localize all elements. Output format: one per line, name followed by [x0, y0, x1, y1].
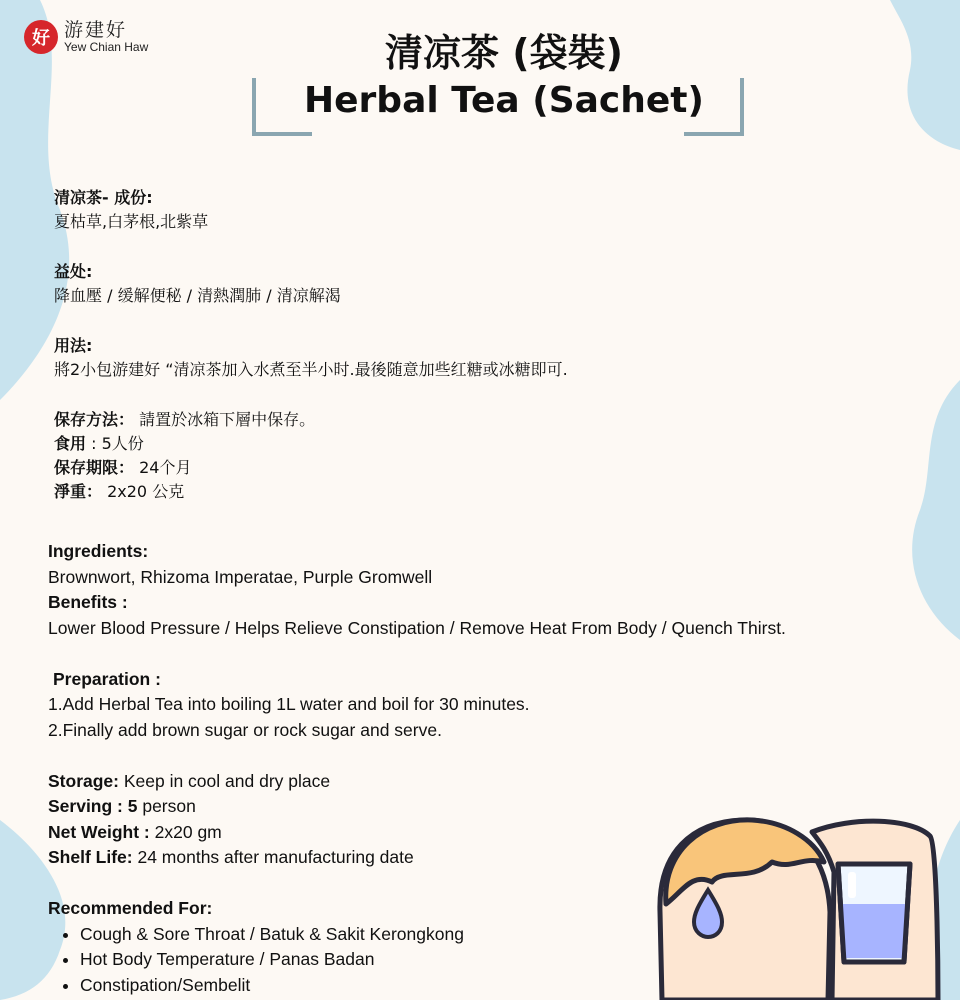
en-storage: Keep in cool and dry place — [118, 770, 331, 791]
cn-serving-label: 食用 — [54, 434, 87, 453]
list-item: • Cough & Sore Throat / Batuk & Sakit Kerongkong — [80, 922, 786, 948]
en-recommended-label: Recommended For: — [48, 898, 213, 918]
en-ingredients-label: Ingredients: — [48, 541, 149, 561]
cn-weight: 2x20 公克 — [102, 482, 185, 501]
cn-storage: 請置於冰箱下層中保存。 — [134, 410, 316, 429]
brand-name-cn: 游建好 — [64, 18, 128, 41]
brand-mark: 好 — [24, 20, 58, 54]
cn-usage: 將2小包游建好 “清凉茶加入水煮至半小时.最後随意加些红糖或冰糖即可. — [54, 360, 568, 379]
en-storage-label: Storage: — [48, 770, 119, 791]
brand-name-en: Yew Chian Haw — [64, 39, 149, 54]
cn-weight-label: 淨重： — [54, 482, 103, 501]
en-ingredients: Brownwort, Rhizoma Imperatae, Purple Gromwell — [48, 566, 433, 587]
en-preparation-step-2: 2.Finally add brown sugar or rock sugar and serve. — [48, 719, 442, 740]
background-blob-right — [880, 380, 960, 640]
en-shelf: 24 months after manufacturing date — [132, 847, 414, 867]
cn-storage-label: 保存方法： — [54, 410, 135, 429]
page-title-en: Herbal Tea (Sachet) — [304, 80, 704, 121]
list-item: • Constipation/Sembelit — [80, 973, 786, 999]
en-shelf-label: Shelf Life: — [48, 847, 133, 867]
cn-usage-label: 用法: — [54, 336, 93, 355]
chinese-info-section — [54, 186, 568, 504]
cn-shelf-label: 保存期限： — [54, 458, 135, 477]
cn-ingredients-label: 清凉茶- 成份: — [54, 188, 153, 207]
page-title-cn: 清凉茶 (袋裝) — [385, 31, 623, 75]
cn-shelf: 24个月 — [134, 458, 192, 477]
thirsty-person-illustration — [652, 812, 952, 1000]
cn-serving: : 5人份 — [86, 434, 144, 453]
en-serving-label: Serving : 5 — [48, 796, 138, 816]
en-weight: 2x20 gm — [149, 821, 222, 842]
cn-benefits-label: 益处: — [54, 262, 93, 281]
en-benefits: Lower Blood Pressure / Helps Relieve Constipation / Remove Heat From Body / Quench Thirst. — [48, 617, 786, 638]
en-preparation-step-1: 1.Add Herbal Tea into boiling 1L water and boil for 30 minutes. — [48, 694, 530, 714]
list-item: • Hot Body Temperature / Panas Badan — [80, 947, 786, 973]
en-serving: person — [137, 796, 196, 816]
en-benefits-label: Benefits : — [48, 592, 128, 612]
water-fill — [842, 904, 907, 958]
en-preparation-label: Preparation : — [53, 668, 161, 689]
en-weight-label: Net Weight : — [48, 821, 150, 842]
cn-ingredients: 夏枯草,白茅根,北紫草 — [54, 212, 209, 231]
cn-benefits: 降血壓 / 缓解便秘 / 清熱潤肺 / 清凉解渴 — [54, 286, 341, 305]
